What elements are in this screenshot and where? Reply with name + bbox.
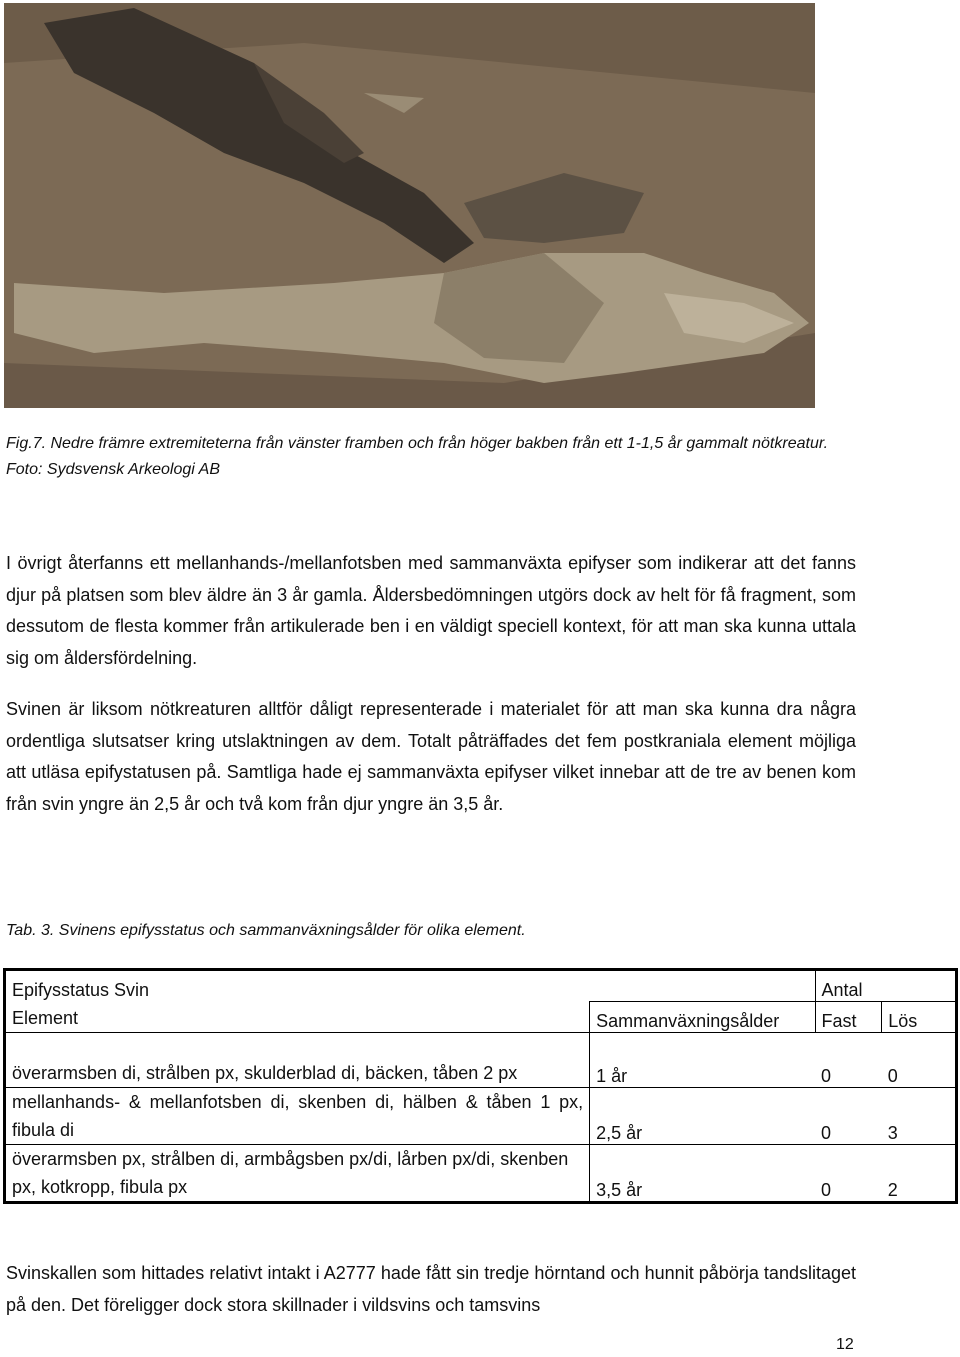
cell-los: 0 <box>887 1066 898 1086</box>
cell-los: 2 <box>887 1180 898 1200</box>
col-element-header: Element <box>12 1008 79 1028</box>
table-row <box>5 1033 957 1088</box>
cell-element: mellanhands- & mellanfotsben di, skenben di, hälben & tåben 1 px, fibula di <box>12 1092 584 1140</box>
cell-los: 3 <box>887 1123 898 1143</box>
cell-age: 1 år <box>590 1033 815 1088</box>
bone-photo <box>4 3 815 408</box>
figure-caption: Fig.7. Nedre främre extremiteterna från vänster framben och från höger bakben från ett 1-1,5 år gammalt nötkreatur. Foto: Sydsvensk Arkeologi AB <box>6 435 829 478</box>
epiphysis-table <box>3 968 958 1204</box>
paragraph: Svinen är liksom nötkreaturen alltför dåligt representerade i materialet för att man ska kunna dra några ordentliga slutsatser kring utslaktningen av dem. Totalt påträffades det fem postkraniala element möjliga att utläsa epifystatusen på. Samtliga hade ej sammanväxta epifyser vilket innebar att de tre av benen kom från svin yngre än 2,5 år och två kom från djur yngre än 3,5 år. <box>6 699 856 814</box>
antal-header: Antal <box>815 970 957 1002</box>
table-title: Epifysstatus Svin <box>12 980 150 1000</box>
table-title-row <box>5 970 957 1002</box>
table-row <box>5 1088 957 1145</box>
cell-fast: 0 <box>821 1066 832 1086</box>
table-row <box>5 1145 957 1203</box>
cell-element: överarmsben px, strålben di, armbågsben px/di, lårben px/di, skenben px, kotkropp, fibula px <box>12 1149 569 1197</box>
col-fast-header: Fast <box>815 1002 882 1033</box>
col-los-header: Lös <box>882 1002 957 1033</box>
cell-age: 2,5 år <box>590 1088 815 1145</box>
cell-age: 3,5 år <box>590 1145 815 1203</box>
cell-element: överarmsben di, strålben px, skulderblad di, bäcken, tåben 2 px <box>12 1063 518 1083</box>
cell-fast: 0 <box>821 1180 832 1200</box>
col-age-header: Sammanväxningsålder <box>590 1002 815 1033</box>
table-caption: Tab. 3. Svinens epifysstatus och sammanväxningsålder för olika element. <box>6 922 526 939</box>
table-header-row <box>5 1002 957 1033</box>
page-number: 12 <box>836 1336 854 1353</box>
paragraph: I övrigt återfanns ett mellanhands-/mellanfotsben med sammanväxta epifyser som indikerar att det fanns djur på platsen som blev äldre än 3 år gamla. Åldersbedömningen utgörs dock av helt för få fragment, som dessutom de flesta kommer från artikulerade ben i en väldigt speciell kontext, för att man ska kunna uttala sig om åldersfördelning. <box>6 553 856 668</box>
cell-fast: 0 <box>821 1123 832 1143</box>
paragraph: Svinskallen som hittades relativt intakt i A2777 hade fått sin tredje hörntand och hunnit påbörja tandslitaget på den. Det föreligger dock stora skillnader i vildsvins och tamsvins <box>6 1263 856 1315</box>
